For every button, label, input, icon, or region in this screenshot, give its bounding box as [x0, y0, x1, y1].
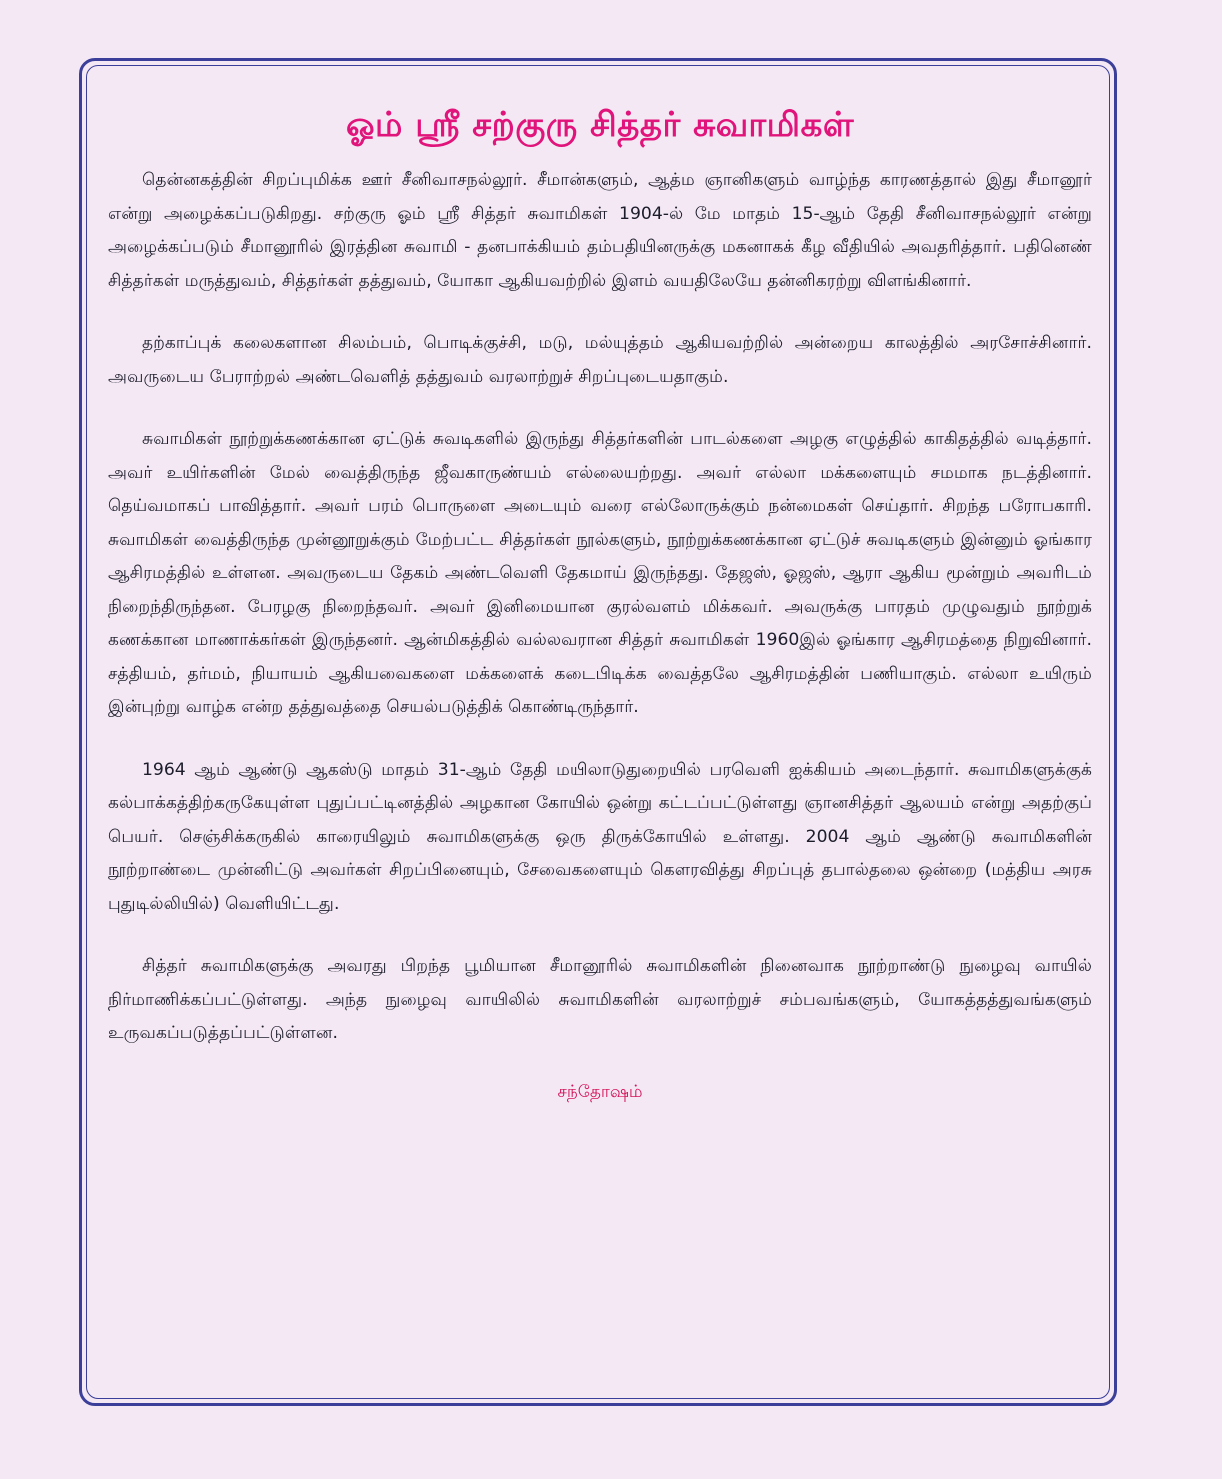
signature: சந்தோஷம்: [557, 1081, 643, 1102]
paragraph-martial-arts: தற்காப்புக் கலைகளான சிலம்பம், பொடிக்குச்சி, மடு, மல்யுத்தம் ஆகியவற்றில் அன்றைய காலத்தில் அரசோச்சினார். அவருடைய பேராற்றல் அண்டவெளித் தத்துவம் வரலாற்றுச் சிறப்புடையதாகும்.: [108, 333, 1092, 387]
paragraph-memorial-gate: சித்தர் சுவாமிகளுக்கு அவரது பிறந்த பூமியான சீமானூரில் சுவாமிகளின் நினைவாக நூற்றாண்டு நுழைவு வாயில் நிர்மாணிக்கப்பட்டுள்ளது. அந்த நுழைவு வாயிலில் சுவாமிகளின் வரலாற்றுச் சம்பவங்களும், யோகத்தத்துவங்களும் உருவகப்படுத்தப்பட்டுள்ளன.: [108, 956, 1092, 1043]
paragraph-samadhi: 1964 ஆம் ஆண்டு ஆகஸ்டு மாதம் 31-ஆம் தேதி மயிலாடுதுறையில் பரவெளி ஐக்கியம் அடைந்தார். சுவாமிகளுக்குக் கல்பாக்கத்திற்கருகேயுள்ள புதுப்பட்டினத்தில் அழகான கோயில் ஒன்று கட்டப்பட்டுள்ளது ஞானசித்தர் ஆலயம் என்று அதற்குப் பெயர். செஞ்சிக்கருகில் காரையிலும் சுவாமிகளுக்கு ஒரு திருக்கோயில் உள்ளது. 2004 ஆம் ஆண்டு சுவாமிகளின் நூற்றாண்டை முன்னிட்டு அவர்கள் சிறப்பினையும், சேவைகளையும் கௌரவித்து சிறப்புத் தபால்தலை ஒன்றை (மத்திய அரசு புதுடில்லியில்) வெளியிட்டது.: [108, 759, 1092, 914]
document-body: [108, 96, 1092, 1386]
paragraph-birth: தென்னகத்தின் சிறப்புமிக்க ஊர் சீனிவாசநல்லூர். சீமான்களும், ஆத்ம ஞானிகளும் வாழ்ந்த காரணத்தால் இது சீமானூர் என்று அழைக்கப்படுகிறது. சற்குரு ஓம் ஸ்ரீ சித்தர் சுவாமிகள் 1904-ல் மே மாதம் 15-ஆம் தேதி சீனிவாசநல்லூர் என்று அழைக்கப்படும் சீமானூரில் இரத்தின சுவாமி - தனபாக்கியம் தம்பதியினருக்கு மகனாகக் கீழ வீதியில் அவதரித்தார். பதினெண் சித்தர்கள் மருத்துவம், சித்தர்கள் தத்துவம், யோகா ஆகியவற்றில் இளம் வயதிலேயே தன்னிகரற்று விளங்கினார்.: [108, 170, 1092, 291]
page-title: ஓம் ஸ்ரீ சற்குரு சித்தர் சுவாமிகள்: [345, 105, 854, 145]
paragraph-works: சுவாமிகள் நூற்றுக்கணக்கான ஏட்டுக் சுவடிகளில் இருந்து சித்தர்களின் பாடல்களை அழகு எழுத்தில் காகிதத்தில் வடித்தார். அவர் உயிர்களின் மேல் வைத்திருந்த ஜீவகாருண்யம் எல்லையற்றது. அவர் எல்லா மக்களையும் சமமாக நடத்தினார். தெய்வமாகப் பாவித்தார். அவர் பரம் பொருளை அடையும் வரை எல்லோருக்கும் நன்மைகள் செய்தார். சிறந்த பரோபகாரி. சுவாமிகள் வைத்திருந்த முன்னூறுக்கும் மேற்பட்ட சித்தர்கள் நூல்களும், நூற்றுக்கணக்கான ஏட்டுச் சுவடிகளும் இன்னும் ஓங்கார ஆசிரமத்தில் உள்ளன. அவருடைய தேகம் அண்டவெளி தேகமாய் இருந்தது. தேஜஸ், ஓஜஸ், ஆரா ஆகிய மூன்றும் அவரிடம் நிறைந்திருந்தன. பேரழகு நிறைந்தவர். அவர் இனிமையான குரல்வளம் மிக்கவர். அவருக்கு பாரதம் முழுவதும் நூற்றுக் கணக்கான மாணாக்கர்கள் இருந்தனர். ஆன்மிகத்தில் வல்லவரான சித்தர் சுவாமிகள் 1960இல் ஓங்கார ஆசிரமத்தை நிறுவினார். சத்தியம், தர்மம், நியாயம் ஆகியவைகளை மக்களைக் கடைபிடிக்க வைத்தலே ஆசிரமத்தின் பணியாகும். எல்லா உயிரும் இன்புற்று வாழ்க என்ற தத்துவத்தை செயல்படுத்திக் கொண்டிருந்தார்.: [108, 429, 1092, 717]
